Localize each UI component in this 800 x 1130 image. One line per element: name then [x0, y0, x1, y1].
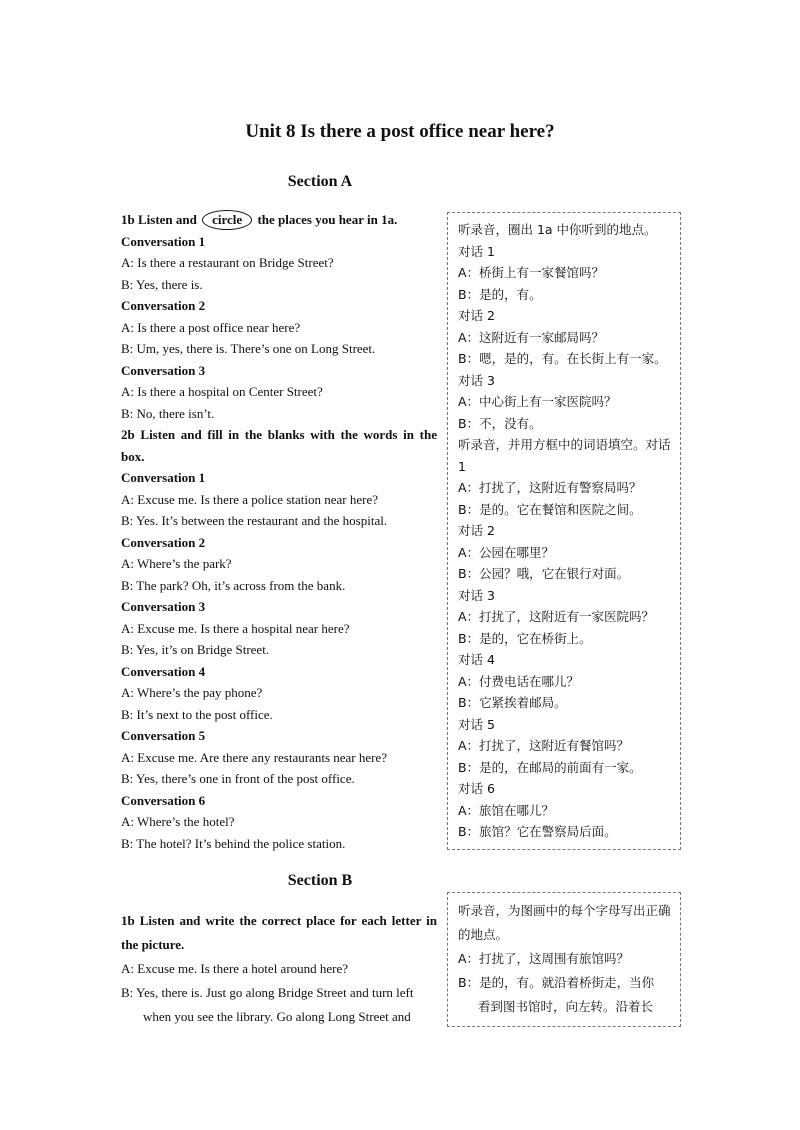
conversation-heading: Conversation 3 [121, 599, 206, 614]
dialogue-line: B: It’s next to the post office. [121, 706, 273, 722]
conversation-heading: Conversation 4 [121, 663, 206, 679]
section-b-heading: Section B [287, 872, 353, 889]
translation-line: 对话 6 [458, 781, 495, 796]
translation-line: 对话 2 [458, 308, 495, 323]
dialogue-line: B: Yes. It’s between the restaurant and the hospital. [121, 513, 388, 528]
translation-line: B：不，没有。 [458, 415, 542, 431]
dialogue-line: A: Is there a hospital on Center Street? [121, 384, 323, 399]
translation-line: 对话 5 [458, 716, 495, 732]
translation-line: 看到图书馆时，向左转。沿着长 [478, 999, 654, 1014]
translation-line: A：中心街上有一家医院吗？ [458, 394, 617, 409]
dialogue-line: B: Yes, there’s one in front of the post office. [121, 771, 355, 786]
translation-line: B：是的。它在餐馆和医院之间。 [458, 501, 642, 517]
translation-line: B：它紧挨着邮局。 [458, 695, 567, 710]
dialogue-line: when you see the library. Go along Long Street and [143, 1009, 411, 1024]
translation-line: B：是的，有。就沿着桥街走，当你 [458, 975, 655, 990]
translation-line: A：桥街上有一家餐馆吗？ [458, 265, 605, 280]
translation-line: A：打扰了，这附近有餐馆吗？ [458, 738, 630, 753]
conversation-heading: Conversation 1 [121, 233, 206, 249]
translation-line: A：打扰了，这周围有旅馆吗？ [458, 951, 630, 966]
dialogue-line: B: No, there isn’t. [121, 405, 215, 421]
dialogue-line: A: Where’s the hotel? [121, 814, 235, 829]
page-title: Unit 8 Is there a post office near here? [245, 121, 555, 142]
dialogue-line: B: Yes, there is. Just go along Bridge Street and turn left [121, 985, 414, 1000]
dialogue-line: A: Where’s the pay phone? [121, 685, 263, 700]
english-column-section-b [121, 909, 437, 1029]
exercise-2b-heading: 2b Listen and fill in the blanks with the words in the box. [121, 427, 437, 464]
translation-line: 对话 1 [458, 243, 495, 259]
exercise-1b-heading-pre: 1b Listen and [121, 212, 197, 227]
conversation-heading: Conversation 3 [121, 362, 206, 378]
conversation-heading: Conversation 2 [121, 298, 206, 313]
dialogue-line: A: Excuse me. Is there a hospital near here? [121, 620, 350, 636]
dialogue-line: A: Is there a post office near here? [121, 319, 301, 335]
conversation-heading: Conversation 6 [121, 792, 206, 808]
translation-line: B：是的，有。 [458, 286, 542, 302]
translation-line: A：旅馆在哪儿？ [458, 802, 555, 818]
circle-word: circle [202, 210, 252, 230]
translation-line: B：嗯，是的，有。在长街上有一家。 [458, 351, 667, 366]
dialogue-line: B: Um, yes, there is. There’s one on Long Street. [121, 341, 376, 356]
conversation-heading: Conversation 1 [121, 470, 206, 485]
translation-line: 对话 3 [458, 587, 495, 603]
dialogue-line: B: Yes, it’s on Bridge Street. [121, 642, 270, 657]
section-a-heading: Section A [287, 173, 353, 190]
translation-line: A：打扰了，这附近有警察局吗？ [458, 480, 642, 495]
translation-line: B：公园？哦，它在银行对面。 [458, 566, 630, 581]
translation-line: 听录音，并用方框中的词语填空。对话 1 [458, 437, 671, 474]
english-column-section-a [121, 209, 437, 854]
exercise-b1b-heading: 1b Listen and write the correct place for each letter in the picture. [121, 913, 437, 952]
translation-line: 对话 4 [458, 652, 495, 667]
translation-line: 对话 3 [458, 372, 495, 388]
exercise-1b-heading [121, 209, 437, 231]
translation-line: A：公园在哪里？ [458, 544, 555, 560]
dialogue-line: A: Excuse me. Is there a hotel around here? [121, 961, 349, 976]
translation-line: B：旅馆？它在警察局后面。 [458, 824, 617, 839]
translation-line: B：是的，它在桥街上。 [458, 630, 592, 646]
dialogue-line: B: Yes, there is. [121, 276, 203, 292]
translation-line: 听录音，为图画中的每个字母写出正确的地点。 [458, 903, 671, 942]
translation-line: A：打扰了，这附近有一家医院吗？ [458, 609, 655, 624]
dialogue-line: B: The hotel? It’s behind the police station. [121, 835, 346, 851]
translation-line: A：付费电话在哪儿？ [458, 673, 580, 689]
chinese-translation-box-b [447, 892, 681, 1027]
translation-line: 听录音，圈出 1a 中你听到的地点。 [458, 222, 657, 237]
dialogue-line: A: Excuse me. Are there any restaurants near here? [121, 749, 388, 765]
chinese-translation-box-a [447, 212, 681, 850]
dialogue-line: A: Where’s the park? [121, 556, 232, 571]
conversation-heading: Conversation 5 [121, 728, 206, 743]
conversation-heading: Conversation 2 [121, 534, 206, 550]
translation-line: 对话 2 [458, 523, 495, 538]
dialogue-line: B: The park? Oh, it’s across from the bank. [121, 577, 346, 593]
dialogue-line: A: Is there a restaurant on Bridge Street? [121, 255, 334, 270]
translation-line: A：这附近有一家邮局吗？ [458, 329, 605, 345]
dialogue-line: A: Excuse me. Is there a police station near here? [121, 491, 378, 507]
exercise-1b-heading-post: the places you hear in 1a. [257, 212, 398, 227]
translation-line: B：是的，在邮局的前面有一家。 [458, 759, 642, 775]
